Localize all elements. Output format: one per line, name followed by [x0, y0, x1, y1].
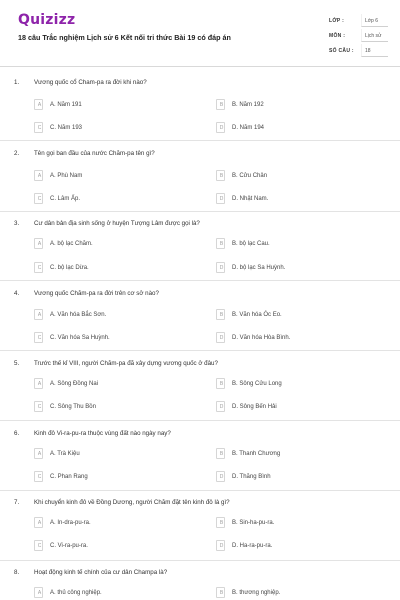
- option-letter-box: [216, 332, 225, 343]
- option-letter-box: [216, 262, 225, 273]
- option-letter-box: [34, 448, 43, 459]
- option-letter: B: [219, 241, 224, 247]
- option-letter: A: [37, 102, 42, 108]
- option-text: D. Sông Bến Hải: [232, 403, 277, 410]
- option-letter-box: [216, 122, 225, 133]
- option-letter: A: [37, 381, 42, 387]
- meta-subject-value: Lịch sử: [365, 33, 382, 39]
- option-letter: A: [37, 451, 42, 457]
- option-letter: D: [219, 474, 224, 480]
- option-letter-box: [34, 587, 43, 598]
- option-letter: B: [219, 381, 224, 387]
- option-text: A. Sông Đồng Nai: [50, 380, 99, 387]
- question-number: 2.: [14, 150, 20, 157]
- option-text: D. Thăng Bình: [232, 473, 271, 480]
- meta-count-box: [361, 44, 388, 57]
- option-letter: D: [219, 543, 224, 549]
- worksheet-header: [0, 0, 400, 67]
- option-letter-box: [34, 517, 43, 528]
- question-number: 4.: [14, 290, 20, 297]
- option-text: D. bộ lạc Sa Huỳnh.: [232, 264, 286, 271]
- quizizz-logo: Quizizz: [18, 12, 76, 28]
- meta-count: [329, 44, 389, 58]
- option-text: C. bộ lạc Dừa.: [50, 264, 89, 271]
- question-number: 7.: [14, 499, 20, 506]
- option-letter: B: [219, 312, 224, 318]
- option-letter-box: [216, 587, 225, 598]
- option-letter: D: [219, 196, 224, 202]
- question-text: Vương quốc cổ Cham-pa ra đời khi nào?: [34, 79, 147, 86]
- option-letter-box: [216, 471, 225, 482]
- option-letter-box: [216, 309, 225, 320]
- question-divider: [0, 490, 400, 491]
- option-text: A. thủ công nghiệp.: [50, 589, 102, 596]
- option-letter: C: [37, 474, 42, 480]
- option-text: D. Ha-ra-pu-ra.: [232, 542, 273, 549]
- meta-class-value: Lớp 6: [365, 18, 379, 24]
- option-text: C. Phan Rang: [50, 473, 88, 480]
- option-letter-box: [216, 448, 225, 459]
- option-letter-box: [34, 262, 43, 273]
- option-letter: C: [37, 335, 42, 341]
- question-divider: [0, 280, 400, 281]
- meta-class: [329, 14, 389, 28]
- option-letter: C: [37, 196, 42, 202]
- option-letter: A: [37, 241, 42, 247]
- question-number: 5.: [14, 360, 20, 367]
- meta-subject: [329, 29, 389, 43]
- option-text: D. Văn hóa Hòa Bình.: [232, 334, 291, 341]
- option-text: A. Năm 191: [50, 101, 82, 108]
- question-divider: [0, 211, 400, 212]
- option-letter-box: [34, 170, 43, 181]
- option-letter: C: [37, 404, 42, 410]
- option-text: A. bộ lạc Chăm.: [50, 240, 93, 247]
- question-text: Hoạt động kinh tế chính của cư dân Champa là?: [34, 569, 168, 576]
- option-letter-box: [34, 471, 43, 482]
- option-text: B. thương nghiệp.: [232, 589, 281, 596]
- option-text: B. Sin-ha-pu-ra.: [232, 519, 275, 526]
- option-letter-box: [34, 540, 43, 551]
- meta-subject-label: MÔN :: [329, 33, 346, 39]
- option-text: B. Sông Cửu Long: [232, 380, 282, 387]
- meta-class-label: LỚP :: [329, 18, 345, 24]
- option-letter: A: [37, 312, 42, 318]
- question-text: Cư dân bản địa sinh sống ở huyện Tượng Lâm được gọi là?: [34, 220, 200, 227]
- option-text: A. Trà Kiệu: [50, 450, 80, 457]
- option-letter-box: [216, 540, 225, 551]
- option-letter-box: [216, 378, 225, 389]
- option-letter: B: [219, 173, 224, 179]
- option-text: B. Năm 192: [232, 101, 264, 108]
- option-text: A. Văn hóa Bắc Sơn.: [50, 311, 107, 318]
- option-letter-box: [216, 193, 225, 204]
- question-text: Vương quốc Chăm-pa ra đời trên cơ sở nào?: [34, 290, 159, 297]
- question-text: Tên gọi ban đầu của nước Chăm-pa tên gì?: [34, 150, 155, 157]
- question-divider: [0, 350, 400, 351]
- option-text: A. In-dra-pu-ra.: [50, 519, 91, 526]
- option-letter: D: [219, 404, 224, 410]
- option-letter: D: [219, 335, 224, 341]
- meta-subject-box: [361, 29, 388, 42]
- option-letter: A: [37, 520, 42, 526]
- option-letter: B: [219, 102, 224, 108]
- option-letter-box: [34, 309, 43, 320]
- option-letter-box: [34, 99, 43, 110]
- option-letter-box: [34, 122, 43, 133]
- worksheet-title: 18 câu Trắc nghiệm Lịch sử 6 Kết nối tri thức Bài 19 có đáp án: [18, 33, 231, 42]
- option-text: B. Thanh Chương: [232, 450, 281, 457]
- option-text: B. Cửu Chân: [232, 172, 268, 179]
- option-text: D. Nhật Nam.: [232, 195, 269, 202]
- question-number: 6.: [14, 430, 20, 437]
- question-text: Trước thế kỉ VIII, người Chăm-pa đã xây dựng vương quốc ở đâu?: [34, 360, 218, 367]
- option-letter: B: [219, 451, 224, 457]
- option-text: B. bộ lạc Cau.: [232, 240, 270, 247]
- question-divider: [0, 420, 400, 421]
- option-letter: B: [219, 520, 224, 526]
- question-number: 1.: [14, 79, 20, 86]
- option-letter: D: [219, 125, 224, 131]
- question-number: 3.: [14, 220, 20, 227]
- option-text: C. Lâm Ấp.: [50, 195, 81, 202]
- option-letter-box: [216, 170, 225, 181]
- option-letter-box: [216, 517, 225, 528]
- question-divider: [0, 140, 400, 141]
- option-text: D. Năm 194: [232, 124, 265, 131]
- meta-count-label: SỐ CÂU :: [329, 48, 354, 54]
- question-number: 8.: [14, 569, 20, 576]
- option-letter-box: [216, 238, 225, 249]
- option-text: C. Năm 193: [50, 124, 83, 131]
- option-text: C. Sông Thu Bồn: [50, 403, 96, 410]
- option-letter: C: [37, 543, 42, 549]
- meta-class-box: [361, 14, 388, 27]
- option-letter-box: [216, 401, 225, 412]
- option-letter-box: [216, 99, 225, 110]
- question-text: Khi chuyển kinh đô về Đồng Dương, người Chăm đặt tên kinh đô là gì?: [34, 499, 230, 506]
- option-letter: C: [37, 265, 42, 271]
- option-letter: C: [37, 125, 42, 131]
- option-letter: B: [219, 590, 224, 596]
- option-letter-box: [34, 401, 43, 412]
- option-letter: A: [37, 173, 42, 179]
- option-letter-box: [34, 193, 43, 204]
- option-letter: A: [37, 590, 42, 596]
- option-text: B. Văn hóa Óc Eo.: [232, 311, 282, 318]
- option-letter-box: [34, 378, 43, 389]
- question-text: Kinh đô Vi-ra-pu-ra thuộc vùng đất nào ngày nay?: [34, 430, 171, 437]
- option-text: C. Văn hóa Sa Huỳnh.: [50, 334, 110, 341]
- option-text: A. Phù Nam: [50, 172, 83, 179]
- question-divider: [0, 560, 400, 561]
- option-letter-box: [34, 238, 43, 249]
- meta-count-value: 18: [365, 48, 371, 54]
- option-text: C. Vi-ra-pu-ra.: [50, 542, 88, 549]
- option-letter-box: [34, 332, 43, 343]
- option-letter: D: [219, 265, 224, 271]
